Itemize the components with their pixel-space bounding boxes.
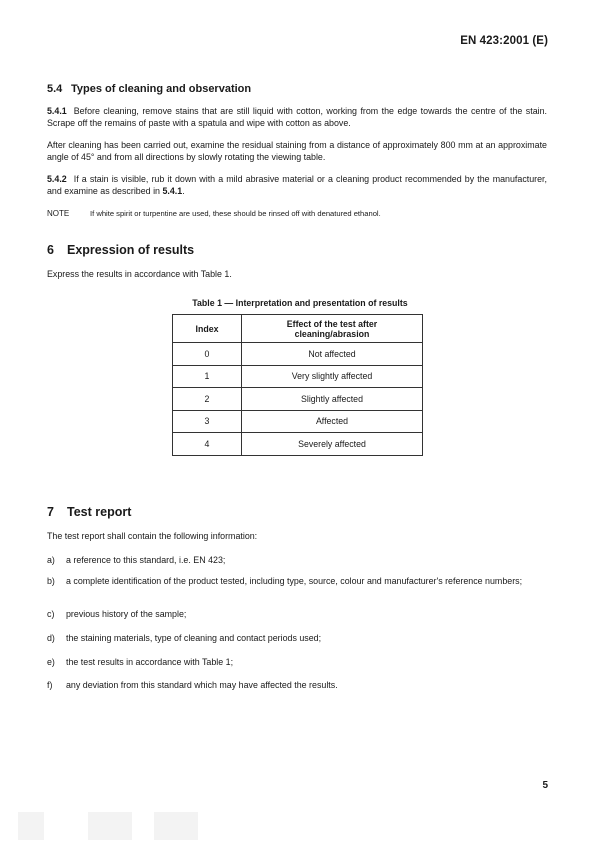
list-text: a reference to this standard, i.e. EN 423; (66, 555, 226, 565)
note (47, 209, 547, 219)
results-table (172, 314, 423, 456)
clause-text-end: . (182, 185, 185, 196)
table-row (173, 365, 423, 388)
table-row (173, 433, 423, 456)
note-text: If white spirit or turpentine are used, these should be rinsed off with denatured ethanol. (90, 209, 381, 218)
list-item (47, 633, 547, 645)
clause-text: If a stain is visible, rub it down with a mild abrasive material or a cleaning product recommended by the manufacturer, and examine as described in (47, 174, 547, 196)
table-cell-index: 3 (173, 410, 242, 433)
scan-artifact (18, 812, 44, 840)
table-cell-effect: Not affected (242, 343, 423, 366)
column-header-effect: Effect of the test after cleaning/abrasion (242, 315, 423, 343)
table-cell-effect: Severely affected (242, 433, 423, 456)
scan-artifact (88, 812, 132, 840)
section-title: Test report (67, 505, 132, 519)
table-cell-effect: Very slightly affected (242, 365, 423, 388)
list-marker: c) (47, 609, 55, 619)
table-row (173, 343, 423, 366)
list-item (47, 576, 547, 588)
page-number: 5 (542, 780, 548, 791)
column-header-index: Index (173, 315, 242, 343)
table-header-row (173, 315, 423, 343)
list-marker: a) (47, 555, 55, 565)
list-marker: e) (47, 657, 55, 667)
list-text: the staining materials, type of cleaning and contact periods used; (66, 633, 322, 643)
list-item (47, 680, 547, 692)
table-cell-index: 2 (173, 388, 242, 411)
section-7-heading (47, 505, 131, 519)
section-6-heading (47, 243, 194, 257)
section-6-text: Express the results in accordance with Table 1. (47, 269, 232, 279)
list-item (47, 555, 547, 567)
list-marker: d) (47, 633, 55, 643)
clause-number: 5.4.1 (47, 106, 67, 116)
table-cell-index: 4 (173, 433, 242, 456)
table-row (173, 388, 423, 411)
section-title: Expression of results (67, 243, 195, 257)
table-cell-effect: Affected (242, 410, 423, 433)
section-7-intro: The test report shall contain the following information: (47, 531, 258, 541)
list-text: previous history of the sample; (66, 609, 187, 619)
section-title: Types of cleaning and observation (71, 83, 252, 95)
section-number: 5.4 (47, 83, 63, 95)
table-cell-index: 1 (173, 365, 242, 388)
section-number: 7 (47, 505, 54, 519)
section-number: 6 (47, 243, 54, 257)
table-cell-effect: Slightly affected (242, 388, 423, 411)
table-cell-index: 0 (173, 343, 242, 366)
clause-number: 5.4.2 (47, 174, 67, 184)
document-reference: EN 423:2001 (E) (460, 35, 548, 47)
note-label: NOTE (47, 209, 70, 218)
paragraph-5-4-2 (47, 174, 547, 197)
clause-text: Before cleaning, remove stains that are still liquid with cotton, working from the edge towards the centre of the stain. Scrape off the remains of paste with a spatula and wipe with cotton as above. (47, 106, 547, 128)
table-caption: Table 1 — Interpretation and presentation of results (192, 298, 408, 308)
list-text: the test results in accordance with Table 1; (66, 657, 234, 667)
list-marker: f) (47, 680, 53, 690)
scan-artifact (154, 812, 198, 840)
clause-reference: 5.4.1 (162, 185, 183, 196)
list-text: a complete identification of the product tested, including type, source, colour and manufacturer's reference numbers; (66, 576, 523, 586)
list-item (47, 657, 547, 669)
paragraph-5-4-1 (47, 106, 547, 129)
list-text: any deviation from this standard which may have affected the results. (66, 680, 338, 690)
table-row (173, 410, 423, 433)
section-5-4-heading (47, 83, 251, 95)
list-item (47, 609, 547, 621)
list-marker: b) (47, 576, 55, 586)
paragraph-after-cleaning: After cleaning has been carried out, examine the residual staining from a distance of approximately 800 mm at an approximate angle of 45° and from all directions by slowly rotating the viewing table. (47, 140, 547, 162)
